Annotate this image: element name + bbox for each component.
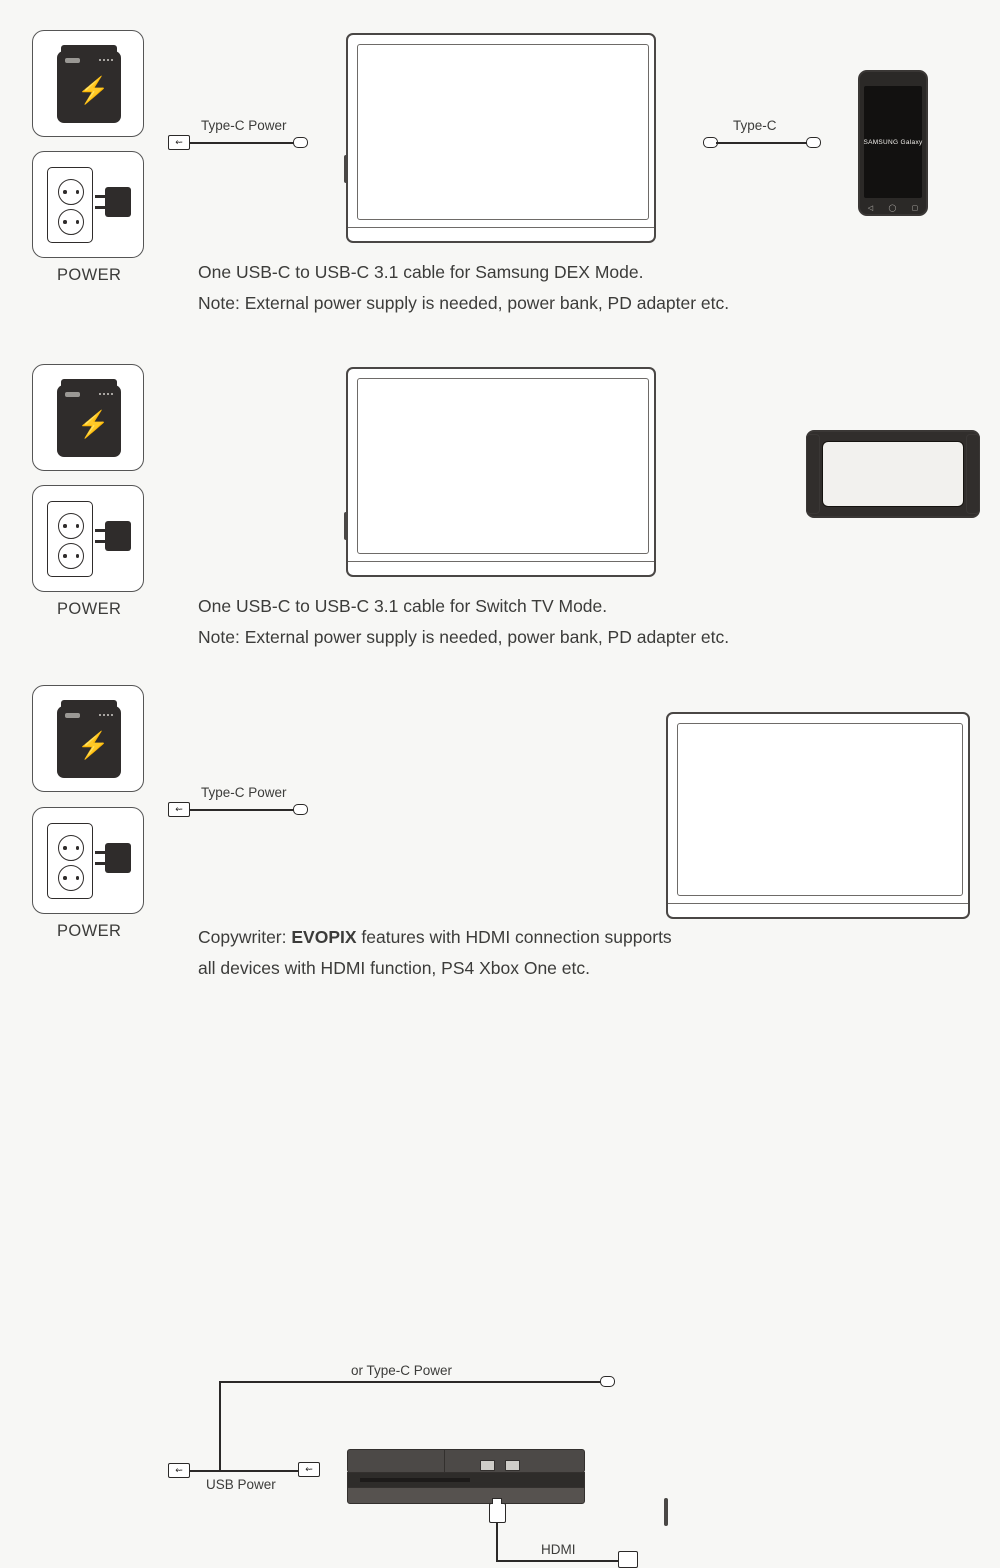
power-cable-1-label: Type-C Power bbox=[201, 118, 287, 133]
power-adapter-card-2 bbox=[32, 485, 144, 592]
usb-c-connector-1 bbox=[293, 137, 308, 148]
usb-c-connector-3 bbox=[806, 137, 821, 148]
monitor-side-port-2-icon bbox=[344, 512, 348, 540]
power-bank-body-icon bbox=[57, 385, 121, 457]
usb-a-connector-3: ⇜ bbox=[168, 1463, 190, 1478]
switch-screen bbox=[822, 441, 964, 507]
section-switch-tv-mode bbox=[0, 334, 1000, 814]
pd-adapter-icon bbox=[105, 521, 131, 551]
outlet-socket-bottom-icon bbox=[58, 543, 84, 569]
wall-outlet-icon bbox=[47, 823, 93, 899]
wall-outlet-icon bbox=[47, 167, 93, 243]
typec-power-riser-wire bbox=[219, 1382, 221, 1470]
monitor-screen-3 bbox=[677, 723, 963, 896]
ps4-usb-port-2 bbox=[505, 1460, 520, 1471]
outlet-socket-top-icon bbox=[58, 179, 84, 205]
monitor-chin-2 bbox=[348, 561, 654, 562]
power-bank-bolt-icon: ⚡ bbox=[77, 409, 110, 439]
adapter-prong-bottom-icon bbox=[95, 206, 106, 209]
usb-a-connector-4: ⇜ bbox=[298, 1462, 320, 1477]
dex-caption-line-2: Note: External power supply is needed, power bank, PD adapter etc. bbox=[198, 293, 730, 313]
ps4-console-base bbox=[347, 1487, 585, 1504]
power-bank-card-2 bbox=[32, 364, 144, 471]
monitor-side-port-3-icon bbox=[664, 1498, 668, 1526]
brand-name: EVOPIX bbox=[291, 927, 357, 947]
monitor-screen-1 bbox=[357, 44, 649, 220]
hdmi-connector-monitor bbox=[618, 1551, 638, 1568]
nav-home-icon: ◯ bbox=[888, 205, 897, 212]
monitor-chin-1 bbox=[348, 227, 654, 228]
nav-recent-icon: ▢ bbox=[911, 205, 919, 212]
data-cable-1-label: Type-C bbox=[733, 118, 777, 133]
switch-right-joycon bbox=[966, 434, 980, 514]
power-bank-body-icon bbox=[57, 51, 121, 123]
monitor-screen-2 bbox=[357, 378, 649, 554]
adapter-prong-bottom-icon bbox=[95, 540, 106, 543]
hdmi-caption-prefix: Copywriter: bbox=[198, 927, 292, 947]
samsung-galaxy-phone bbox=[858, 70, 928, 216]
hdmi-caption-suffix: features with HDMI connection supports bbox=[356, 927, 672, 947]
power-bank-bolt-icon: ⚡ bbox=[77, 730, 110, 760]
power-label-3: POWER bbox=[57, 922, 122, 940]
pd-adapter-icon bbox=[105, 187, 131, 217]
power-cable-2-label: Type-C Power bbox=[201, 785, 287, 800]
phone-nav-bar bbox=[860, 204, 926, 212]
wall-outlet-icon bbox=[47, 501, 93, 577]
hdmi-caption-line-1 bbox=[198, 922, 672, 952]
outlet-socket-bottom-icon bbox=[58, 209, 84, 235]
power-bank-indicator-dots-icon bbox=[99, 714, 113, 716]
ps4-seam-line bbox=[444, 1449, 445, 1473]
hdmi-connector-console bbox=[489, 1503, 506, 1523]
power-bank-port-icon bbox=[65, 58, 80, 63]
power-bank-indicator-dots-icon bbox=[99, 59, 113, 61]
data-cable-1-wire bbox=[716, 142, 810, 144]
nintendo-switch-console bbox=[806, 430, 980, 518]
usb-power-wire-left bbox=[190, 1470, 300, 1472]
power-bank-card-3 bbox=[32, 685, 144, 792]
switch-left-joycon bbox=[806, 434, 820, 514]
phone-brand-label: SAMSUNG Galaxy bbox=[863, 139, 923, 146]
usb-c-connector-7 bbox=[600, 1376, 615, 1387]
section-hdmi-mode bbox=[0, 660, 1000, 1557]
ps4-disc-slot bbox=[360, 1478, 470, 1482]
dex-caption-line-1: One USB-C to USB-C 3.1 cable for Samsung DEX Mode. bbox=[198, 262, 644, 282]
section-dex-mode bbox=[0, 0, 1000, 330]
usb-a-connector-2: ⇜ bbox=[168, 802, 190, 817]
monitor-side-port-1-icon bbox=[344, 155, 348, 183]
usb-a-connector-1: ⇜ bbox=[168, 135, 190, 150]
adapter-prong-bottom-icon bbox=[95, 862, 106, 865]
typec-power-branch-label: or Type-C Power bbox=[351, 1363, 453, 1378]
power-bank-body-icon bbox=[57, 706, 121, 778]
portable-monitor-3 bbox=[666, 712, 970, 919]
portable-monitor-2 bbox=[346, 367, 656, 577]
ps4-usb-port-1 bbox=[480, 1460, 495, 1471]
usb-power-branch-label: USB Power bbox=[206, 1477, 276, 1492]
power-bank-card-1 bbox=[32, 30, 144, 137]
power-cable-1-wire bbox=[190, 142, 295, 144]
power-label-2: POWER bbox=[57, 600, 122, 618]
hdmi-cable-label: HDMI bbox=[541, 1542, 576, 1557]
power-adapter-card-3 bbox=[32, 807, 144, 914]
power-bank-indicator-dots-icon bbox=[99, 393, 113, 395]
adapter-prong-top-icon bbox=[95, 195, 106, 198]
hdmi-connector-console-tip bbox=[492, 1498, 502, 1504]
nav-back-icon: ◁ bbox=[867, 205, 874, 212]
outlet-socket-top-icon bbox=[58, 513, 84, 539]
portable-monitor-1 bbox=[346, 33, 656, 243]
adapter-prong-top-icon bbox=[95, 851, 106, 854]
pd-adapter-icon bbox=[105, 843, 131, 873]
monitor-chin-3 bbox=[668, 903, 968, 904]
typec-power-top-wire bbox=[219, 1381, 603, 1383]
switch-caption-line-1: One USB-C to USB-C 3.1 cable for Switch TV Mode. bbox=[198, 596, 608, 616]
ps4-console-top bbox=[347, 1449, 585, 1473]
outlet-socket-top-icon bbox=[58, 835, 84, 861]
hdmi-wire-horizontal bbox=[496, 1560, 620, 1562]
power-bank-bolt-icon: ⚡ bbox=[77, 75, 110, 105]
adapter-prong-top-icon bbox=[95, 529, 106, 532]
power-label-1: POWER bbox=[57, 266, 122, 284]
switch-caption-line-2: Note: External power supply is needed, power bank, PD adapter etc. bbox=[198, 627, 730, 647]
power-bank-port-icon bbox=[65, 392, 80, 397]
power-bank-port-icon bbox=[65, 713, 80, 718]
power-adapter-card-1 bbox=[32, 151, 144, 258]
hdmi-wire-vertical bbox=[496, 1522, 498, 1561]
hdmi-caption-line-2: all devices with HDMI function, PS4 Xbox One etc. bbox=[198, 958, 590, 978]
outlet-socket-bottom-icon bbox=[58, 865, 84, 891]
